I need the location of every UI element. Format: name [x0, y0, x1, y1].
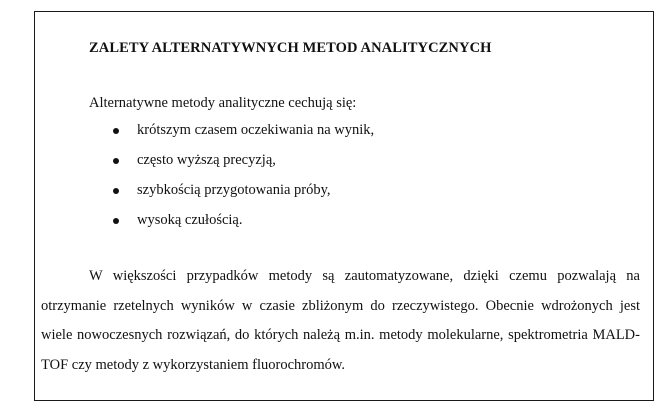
list-item-text: krótszym czasem oczekiwania na wynik,	[137, 122, 375, 138]
list-item-text: często wyższą precyzją,	[137, 152, 276, 168]
bullet-icon	[113, 188, 119, 194]
bullet-icon	[113, 218, 119, 224]
bullet-icon	[113, 158, 119, 164]
list-item-text: wysoką czułością.	[137, 212, 243, 228]
intro-text: Alternatywne metody analityczne cechują się:	[89, 95, 357, 111]
document-title: ZALETY ALTERNATYWNYCH METOD ANALITYCZNYCH	[89, 40, 492, 56]
list-item-text: szybkością przygotowania próby,	[137, 182, 331, 198]
body-paragraph: W większości przypadków metody są zautomatyzowane, dzięki czemu pozwalają na otrzymanie rzetelnych wyników w czasie zbliżonym do rzeczywistego. Obecnie wdrożonych jest wiele nowoczesnych rozwiązań, do których należą m.in. metody molekularne, spektrometria MALD-TOF czy metody z wykorzystaniem fluorochromów.	[41, 268, 640, 373]
bullet-icon	[113, 128, 119, 134]
